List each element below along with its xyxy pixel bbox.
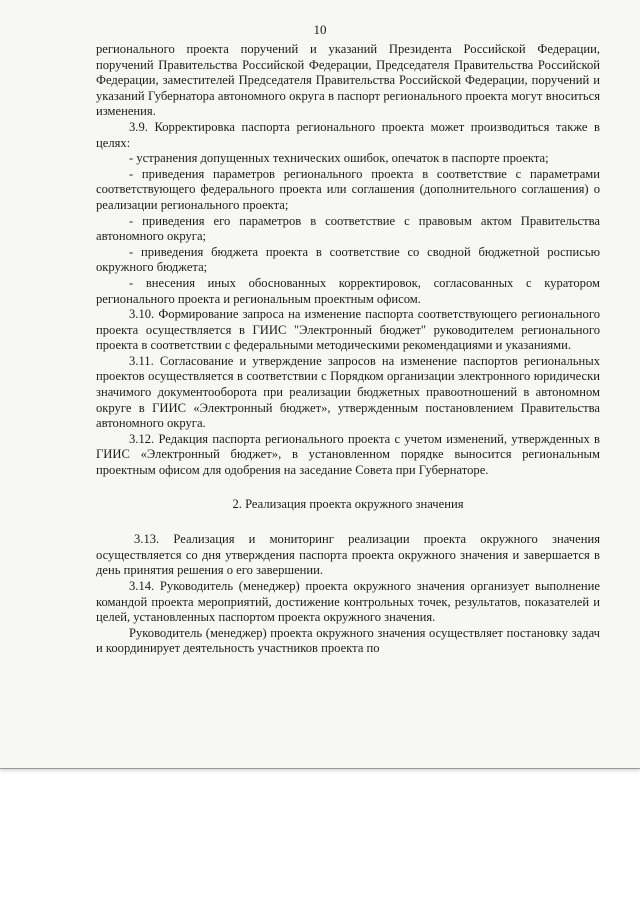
paragraph-3-14: 3.14. Руководитель (менеджер) проекта окружного значения организует выполнение командой проекта мероприятий, достижение контрольных точек, результатов, показателей и целей, установленных паспортом проекта окружного значения. [96,579,600,625]
page-number: 10 [313,22,327,37]
list-item: - приведения его параметров в соответствие с правовым актом Правительства автономного округа; [96,213,600,244]
list-item: - приведения бюджета проекта в соответствие со сводной бюджетной росписью окружного бюджета; [96,244,600,275]
document-body [96,42,600,657]
paragraph-3-9: 3.9. Корректировка паспорта регионального проекта может производиться также в целях: [96,119,600,150]
paragraph: регионального проекта поручений и указаний Президента Российской Федерации, поручений Правительства Российской Федерации, Председателя Правительства Российской Федерации, заместителей Председателя Правительства Российской Федерации, поручений и указаний Губернатора автономного округа в паспорт регионального проекта могут вноситься изменения. [96,42,600,119]
paragraph-3-13: 3.13. Реализация и мониторинг реализации проекта окружного значения осуществляется со дня утверждения паспорта проекта окружного значения и завершается в день принятия решения о его завершении. [96,532,600,578]
paragraph-3-11: 3.11. Согласование и утверждение запросов на изменение паспортов региональных проектов осуществляется в соответствии с Порядком организации электронного юридически значимого документооборота при реализации бюджетных правоотношений в автономном округе в ГИИС «Электронный бюджет», утвержденным постановлением Правительства автономного округа. [96,353,600,431]
paragraph-3-12: 3.12. Редакция паспорта регионального проекта с учетом изменений, утвержденных в ГИИС «Электронный бюджет», в установленном порядке выносится региональным проектным офисом для одобрения на заседание Совета при Губернаторе. [96,431,600,478]
paragraph: Руководитель (менеджер) проекта окружного значения осуществляет постановку задач и координирует деятельность участников проекта по [96,625,600,656]
section-heading: 2. Реализация проекта окружного значения [232,496,464,511]
list-item: - внесения иных обоснованных корректировок, согласованных с куратором регионального проекта и региональным проектным офисом. [96,275,600,306]
list-item: - приведения параметров регионального проекта в соответствие с параметрами соответствующего федерального проекта или соглашения (дополнительного соглашения) о реализации регионального проекта; [96,166,600,212]
paragraph-3-10: 3.10. Формирование запроса на изменение паспорта соответствующего регионального проекта осуществляется в ГИИС "Электронный бюджет" руководителем регионального проекта в соответствии с федеральными методическими рекомендациями и указаниями. [96,307,600,353]
list-item: - устранения допущенных технических ошибок, опечаток в паспорте проекта; [129,151,549,166]
